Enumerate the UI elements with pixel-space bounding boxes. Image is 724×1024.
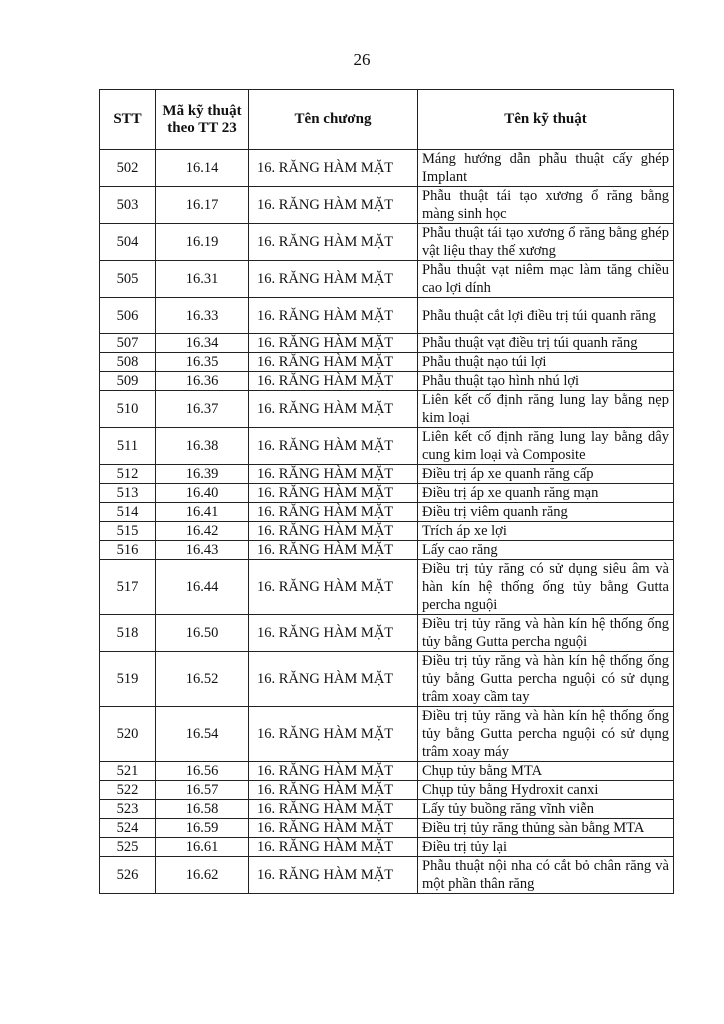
cell-code: 16.38 <box>156 428 249 465</box>
cell-chapter: 16. RĂNG HÀM MẶT <box>249 353 418 372</box>
cell-stt: 516 <box>100 541 156 560</box>
cell-stt: 502 <box>100 150 156 187</box>
cell-technique-name: Phẫu thuật vạt điều trị túi quanh răng <box>418 334 674 353</box>
table-row <box>100 857 674 894</box>
cell-code: 16.44 <box>156 560 249 615</box>
cell-technique-name: Phẫu thuật cắt lợi điều trị túi quanh răng <box>418 298 674 334</box>
cell-stt: 507 <box>100 334 156 353</box>
cell-technique-name: Lấy cao răng <box>418 541 674 560</box>
table-row <box>100 707 674 762</box>
cell-code: 16.59 <box>156 819 249 838</box>
cell-stt: 510 <box>100 391 156 428</box>
cell-code: 16.14 <box>156 150 249 187</box>
table-row <box>100 298 674 334</box>
cell-stt: 523 <box>100 800 156 819</box>
cell-technique-name: Liên kết cố định răng lung lay bằng nẹp kim loại <box>418 391 674 428</box>
cell-stt: 511 <box>100 428 156 465</box>
cell-code: 16.41 <box>156 503 249 522</box>
cell-chapter: 16. RĂNG HÀM MẶT <box>249 857 418 894</box>
cell-chapter: 16. RĂNG HÀM MẶT <box>249 150 418 187</box>
cell-chapter: 16. RĂNG HÀM MẶT <box>249 261 418 298</box>
cell-stt: 509 <box>100 372 156 391</box>
page-number: 26 <box>353 50 371 69</box>
cell-chapter: 16. RĂNG HÀM MẶT <box>249 465 418 484</box>
cell-chapter: 16. RĂNG HÀM MẶT <box>249 800 418 819</box>
table-row <box>100 484 674 503</box>
cell-technique-name: Điều trị tủy lại <box>418 838 674 857</box>
table-row <box>100 353 674 372</box>
cell-technique-name: Phẫu thuật tái tạo xương ổ răng bằng ghép vật liệu thay thế xương <box>418 224 674 261</box>
cell-code: 16.42 <box>156 522 249 541</box>
cell-chapter: 16. RĂNG HÀM MẶT <box>249 428 418 465</box>
cell-stt: 505 <box>100 261 156 298</box>
table-row <box>100 522 674 541</box>
cell-stt: 504 <box>100 224 156 261</box>
cell-chapter: 16. RĂNG HÀM MẶT <box>249 707 418 762</box>
cell-code: 16.35 <box>156 353 249 372</box>
cell-code: 16.62 <box>156 857 249 894</box>
cell-chapter: 16. RĂNG HÀM MẶT <box>249 819 418 838</box>
cell-technique-name: Liên kết cố định răng lung lay bằng dây cung kim loại và Composite <box>418 428 674 465</box>
cell-chapter: 16. RĂNG HÀM MẶT <box>249 298 418 334</box>
cell-code: 16.39 <box>156 465 249 484</box>
cell-stt: 514 <box>100 503 156 522</box>
cell-technique-name: Phẫu thuật nạo túi lợi <box>418 353 674 372</box>
header-row <box>100 90 674 150</box>
cell-technique-name: Phẫu thuật tái tạo xương ổ răng bằng màng sinh học <box>418 187 674 224</box>
header-code: Mã kỹ thuật theo TT 23 <box>156 90 249 150</box>
cell-chapter: 16. RĂNG HÀM MẶT <box>249 652 418 707</box>
cell-technique-name: Lấy tủy buồng răng vĩnh viễn <box>418 800 674 819</box>
cell-code: 16.19 <box>156 224 249 261</box>
cell-stt: 512 <box>100 465 156 484</box>
cell-code: 16.33 <box>156 298 249 334</box>
cell-code: 16.34 <box>156 334 249 353</box>
cell-technique-name: Điều trị viêm quanh răng <box>418 503 674 522</box>
cell-stt: 506 <box>100 298 156 334</box>
table-row <box>100 800 674 819</box>
cell-stt: 526 <box>100 857 156 894</box>
cell-chapter: 16. RĂNG HÀM MẶT <box>249 762 418 781</box>
cell-technique-name: Phẫu thuật vạt niêm mạc làm tăng chiều cao lợi dính <box>418 261 674 298</box>
table-row <box>100 838 674 857</box>
header-chapter: Tên chương <box>249 90 418 150</box>
cell-technique-name: Điều trị tủy răng có sử dụng siêu âm và hàn kín hệ thống ống tủy bằng Gutta percha nguội <box>418 560 674 615</box>
table-row <box>100 762 674 781</box>
cell-technique-name: Điều trị tủy răng thủng sàn bằng MTA <box>418 819 674 838</box>
cell-chapter: 16. RĂNG HÀM MẶT <box>249 372 418 391</box>
table-row <box>100 428 674 465</box>
header-technique: Tên kỹ thuật <box>418 90 674 150</box>
cell-stt: 513 <box>100 484 156 503</box>
table-row <box>100 391 674 428</box>
cell-stt: 524 <box>100 819 156 838</box>
cell-stt: 522 <box>100 781 156 800</box>
cell-technique-name: Điều trị tủy răng và hàn kín hệ thống ống tủy bằng Gutta percha nguội có sử dụng trâm xoay cầm tay <box>418 652 674 707</box>
cell-stt: 503 <box>100 187 156 224</box>
cell-code: 16.58 <box>156 800 249 819</box>
cell-chapter: 16. RĂNG HÀM MẶT <box>249 560 418 615</box>
cell-technique-name: Chụp tủy bằng Hydroxit canxi <box>418 781 674 800</box>
cell-code: 16.57 <box>156 781 249 800</box>
table-row <box>100 652 674 707</box>
cell-chapter: 16. RĂNG HÀM MẶT <box>249 391 418 428</box>
cell-chapter: 16. RĂNG HÀM MẶT <box>249 615 418 652</box>
cell-chapter: 16. RĂNG HÀM MẶT <box>249 484 418 503</box>
cell-stt: 508 <box>100 353 156 372</box>
cell-stt: 520 <box>100 707 156 762</box>
cell-technique-name: Điều trị áp xe quanh răng mạn <box>418 484 674 503</box>
cell-code: 16.40 <box>156 484 249 503</box>
cell-technique-name: Chụp tủy bằng MTA <box>418 762 674 781</box>
cell-stt: 517 <box>100 560 156 615</box>
cell-code: 16.61 <box>156 838 249 857</box>
cell-code: 16.43 <box>156 541 249 560</box>
cell-code: 16.50 <box>156 615 249 652</box>
table-row <box>100 819 674 838</box>
cell-stt: 515 <box>100 522 156 541</box>
cell-chapter: 16. RĂNG HÀM MẶT <box>249 187 418 224</box>
cell-chapter: 16. RĂNG HÀM MẶT <box>249 541 418 560</box>
header-stt: STT <box>100 90 156 150</box>
cell-technique-name: Phẫu thuật nội nha có cắt bỏ chân răng và một phần thân răng <box>418 857 674 894</box>
cell-chapter: 16. RĂNG HÀM MẶT <box>249 522 418 541</box>
table-row <box>100 187 674 224</box>
table-row <box>100 261 674 298</box>
cell-chapter: 16. RĂNG HÀM MẶT <box>249 334 418 353</box>
cell-technique-name: Điều trị áp xe quanh răng cấp <box>418 465 674 484</box>
cell-code: 16.17 <box>156 187 249 224</box>
cell-stt: 519 <box>100 652 156 707</box>
table-row <box>100 560 674 615</box>
cell-code: 16.52 <box>156 652 249 707</box>
cell-chapter: 16. RĂNG HÀM MẶT <box>249 781 418 800</box>
cell-chapter: 16. RĂNG HÀM MẶT <box>249 838 418 857</box>
cell-chapter: 16. RĂNG HÀM MẶT <box>249 503 418 522</box>
table-row <box>100 503 674 522</box>
cell-technique-name: Trích áp xe lợi <box>418 522 674 541</box>
cell-chapter: 16. RĂNG HÀM MẶT <box>249 224 418 261</box>
cell-stt: 525 <box>100 838 156 857</box>
cell-code: 16.56 <box>156 762 249 781</box>
table-row <box>100 334 674 353</box>
table-row <box>100 372 674 391</box>
table-row <box>100 224 674 261</box>
cell-code: 16.37 <box>156 391 249 428</box>
table-row <box>100 150 674 187</box>
cell-technique-name: Máng hướng dẫn phẫu thuật cấy ghép Implant <box>418 150 674 187</box>
cell-code: 16.31 <box>156 261 249 298</box>
cell-technique-name: Phẫu thuật tạo hình nhú lợi <box>418 372 674 391</box>
cell-stt: 521 <box>100 762 156 781</box>
table-row <box>100 781 674 800</box>
table-row <box>100 615 674 652</box>
cell-stt: 518 <box>100 615 156 652</box>
table-row <box>100 541 674 560</box>
techniques-table <box>99 89 674 894</box>
table-header <box>100 90 674 150</box>
cell-technique-name: Điều trị tủy răng và hàn kín hệ thống ống tủy bằng Gutta percha nguội có sử dụng trâm xoay máy <box>418 707 674 762</box>
table-body <box>100 150 674 894</box>
cell-technique-name: Điều trị tủy răng và hàn kín hệ thống ống tủy bằng Gutta percha nguội <box>418 615 674 652</box>
cell-code: 16.54 <box>156 707 249 762</box>
cell-code: 16.36 <box>156 372 249 391</box>
table-row <box>100 465 674 484</box>
